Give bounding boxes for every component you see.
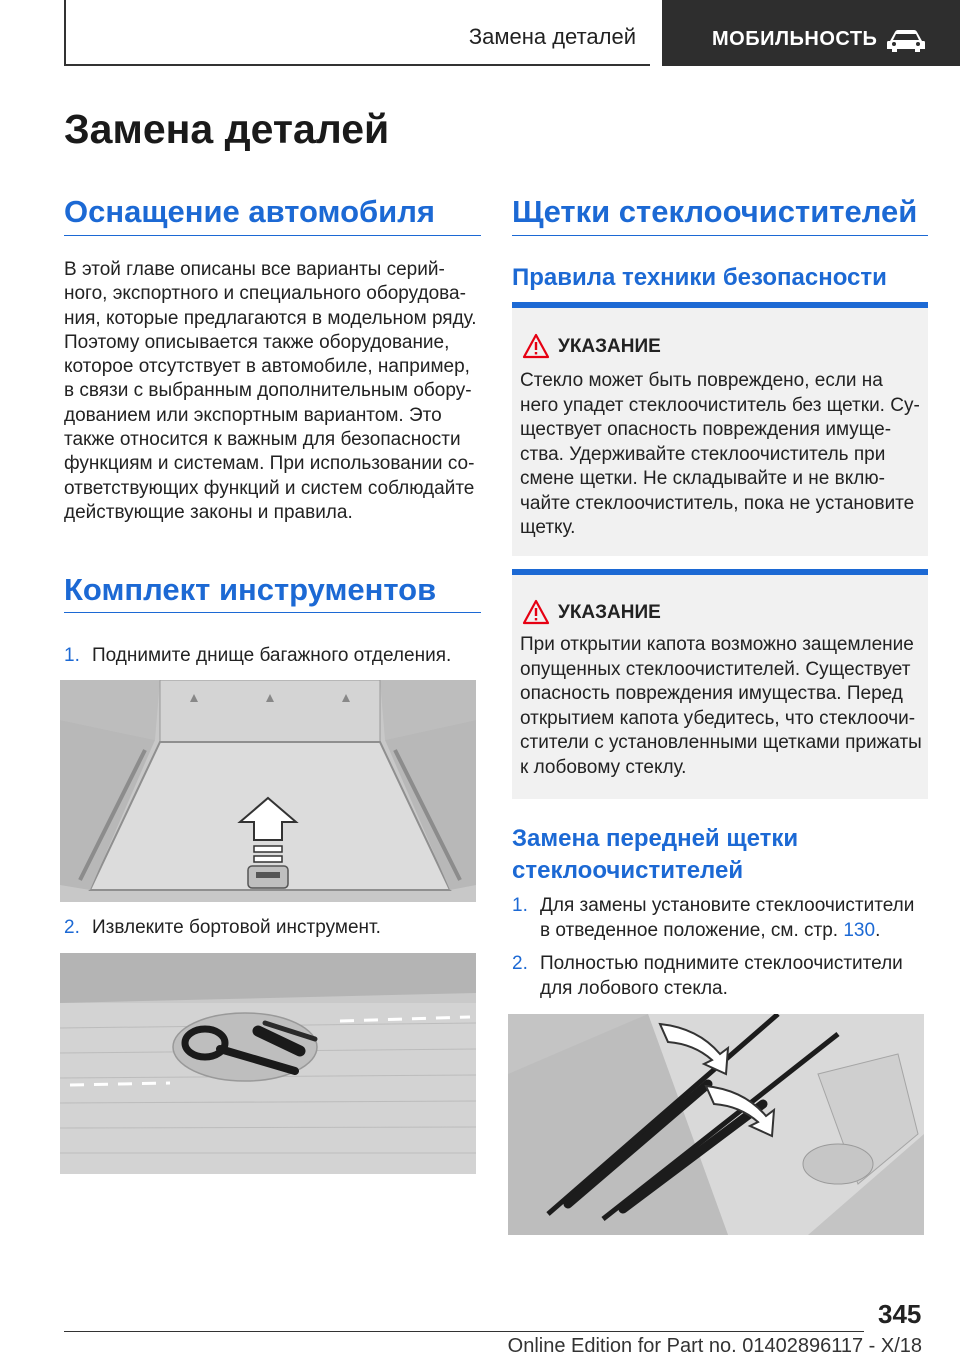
heading-equipment-rule: [64, 235, 481, 236]
footer-edition: Online Edition for Part no. 01402896117 - X/18: [507, 1335, 922, 1357]
heading-toolkit-rule: [64, 612, 481, 613]
warning-icon: [522, 599, 550, 625]
heading-equipment: Оснащение автомобиля: [64, 194, 435, 229]
note-line: щетку.: [520, 517, 576, 538]
footer-rule: [64, 1331, 864, 1332]
note-line: открытием капота убедитесь, что стеклоочи-: [520, 707, 916, 729]
step-number: 1.: [512, 895, 528, 916]
heading-toolkit: Комплект инструментов: [64, 572, 437, 607]
toolkit-step-1: [64, 643, 484, 669]
note-line: опасность повреждения имущества. Перед: [520, 683, 903, 704]
car-icon: [886, 29, 926, 53]
onboard-tools-image: [60, 953, 476, 1174]
note-line: стители с установленными щетками прижаты: [520, 732, 922, 753]
trunk-floor-image: [60, 680, 476, 902]
step-line: Для замены установите стеклоочистители: [540, 895, 915, 916]
toolkit-step-2: [64, 915, 484, 941]
note-text: [520, 633, 924, 780]
note-line: чайте стеклоочиститель, пока не установите: [520, 492, 915, 514]
note-line: При открытии капота возможно защемление: [520, 634, 914, 655]
wiper-step-2: [512, 951, 932, 1003]
heading-safety: Правила техники безопасности: [512, 264, 887, 291]
step-line: в отведенное положение, см. стр.: [540, 920, 844, 941]
step-text: [540, 893, 914, 943]
equipment-line: Поэтому описывается также оборудование,: [64, 331, 450, 353]
note-line: ществует опасность повреждения имуще-: [520, 419, 892, 440]
header-section-title: Замена деталей: [468, 24, 636, 49]
page-title: Замена деталей: [64, 106, 390, 152]
equipment-line: дованием или экспортным вариантом. Это: [64, 404, 442, 426]
heading-wipers: Щетки стеклоочистителей: [512, 194, 918, 229]
windshield-wipers-image: [508, 1014, 924, 1235]
step-number: 2.: [512, 953, 528, 974]
step-text: Извлеките бортовой инструмент.: [92, 917, 381, 938]
heading-front-wiper: [512, 823, 798, 887]
note-box-1: [512, 302, 928, 556]
note-line: смене щетки. Не складывайте и не вклю-: [520, 468, 885, 489]
step-number: 1.: [64, 645, 80, 666]
step-text: [540, 951, 903, 1001]
equipment-line: функциям и системам. При использовании со-: [64, 453, 475, 475]
header-divider-bottom: [64, 64, 650, 66]
equipment-line: ния, которые предлагаются в модельном ряду.: [64, 307, 477, 329]
equipment-line: в связи с выбранным дополнительным обору-: [64, 380, 472, 402]
note-line: него упадет стеклоочиститель без щетки. Су-: [520, 394, 920, 416]
equipment-paragraph: [64, 258, 484, 525]
wiper-step-1: [512, 893, 932, 945]
header-chapter-label: МОБИЛЬНОСТЬ: [712, 28, 878, 50]
step-line: для лобового стекла.: [540, 978, 728, 999]
note-line: к лобовому стеклу.: [520, 756, 687, 778]
step-line-end: .: [875, 920, 881, 941]
heading-front-wiper-line: стеклоочистителей: [512, 857, 744, 884]
warning-icon: [522, 333, 550, 359]
page-number: 345: [878, 1299, 922, 1329]
note-line: ства. Удерживайте стеклоочиститель при: [520, 443, 886, 465]
note-label: УКАЗАНИЕ: [558, 336, 661, 357]
equipment-line: которое отсутствует в автомобиле, например,: [64, 356, 470, 378]
note-line: Стекло может быть повреждено, если на: [520, 370, 883, 391]
note-line: опущенных стеклоочистителей. Существует: [520, 658, 911, 680]
heading-front-wiper-line: Замена передней щетки: [512, 825, 799, 852]
step-line: Полностью поднимите стеклоочистители: [540, 953, 903, 974]
note-label: УКАЗАНИЕ: [558, 602, 661, 623]
equipment-line: также относится к важным для безопасности: [64, 429, 461, 451]
page-link[interactable]: 130: [843, 920, 876, 941]
equipment-line: ного, экспортного и специального оборудова-: [64, 283, 466, 305]
step-text: Поднимите днище багажного отделения.: [92, 645, 452, 666]
note-box-2: [512, 569, 928, 799]
note-text: [520, 369, 924, 541]
header-chapter-tab[interactable]: [662, 0, 960, 66]
equipment-line: ответствующих функций и систем соблюдайте: [64, 477, 475, 499]
equipment-line: В этой главе описаны все варианты серий-: [64, 259, 445, 280]
step-number: 2.: [64, 917, 80, 938]
heading-wipers-rule: [512, 235, 928, 236]
equipment-line: действующие законы и правила.: [64, 501, 353, 523]
